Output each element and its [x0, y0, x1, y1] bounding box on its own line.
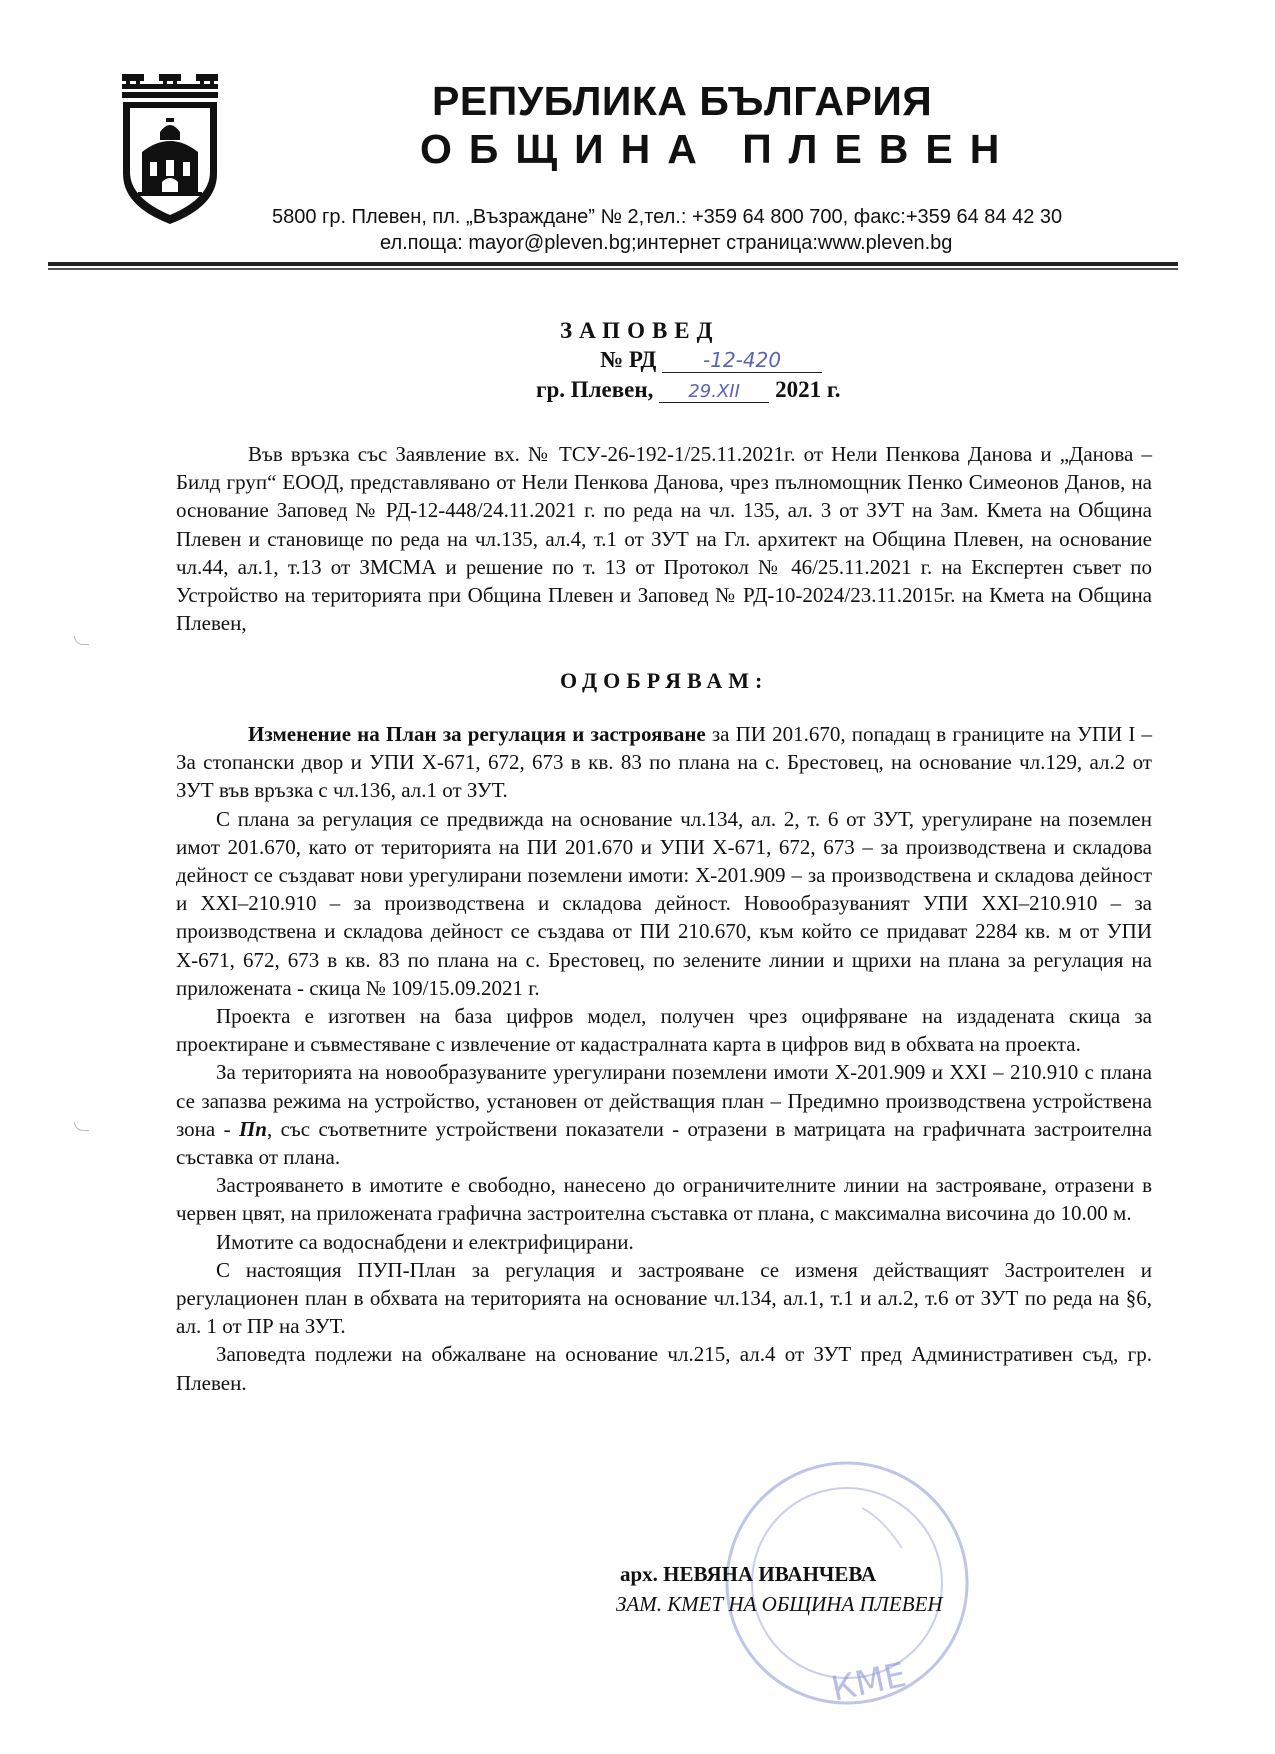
paragraph-8: Заповедта подлежи на обжалване на основание чл.215, ал.4 от ЗУТ пред Административен съд, гр. Плевен. — [176, 1342, 1152, 1395]
order-body — [176, 720, 1152, 1397]
approve-heading: ОДОБРЯВАМ: — [560, 668, 769, 693]
paragraph-2: С плана за регулация се предвижда на основание чл.134, ал. 2, т. 6 от ЗУТ, урегулиране на поземлен имот 201.670, като от територията на ПИ 201.670 и УПИ Х-671, 672, 673 – за производствена и складова дейност се създават нови урегулирани поземлени имоти: Х-201.909 – за производствена и складова дейност и ХХI–210.910 – за производствена и складова дейност. Новообразуваният УПИ ХХI–210.910 – за производствена и складова дейност се създава от ПИ 210.670, към който се придават 2284 кв. м от УПИ Х-671, 672, 673 в кв. 83 по плана на с. Брестовец, по зелените линии и щрихи на плана за регулация на приложената - скица № 109/15.09.2021 г. — [176, 806, 1152, 1000]
order-number-handwritten: -12-420 — [662, 348, 822, 373]
header-divider — [48, 262, 1178, 266]
intro-paragraph — [176, 440, 1152, 637]
intro-text: Във връзка със Заявление вх. № ТСУ-26-192-1/25.11.2021г. от Нели Пенкова Данова и „Данова – Билд груп“ ЕООД, представлявано от Нели Пенкова Данова, чрез пълномощник Пенко Симеонов Данов, на основание Заповед № РД-12-448/24.11.2021 г. по реда на чл. 135, ал. 3 от ЗУТ на Зам. Кмета на Община Плевен и становище по реда на чл.135, ал.4, т.1 от ЗУТ на Гл. архитект на Община Плевен, на основание чл.44, ал.1, т.13 от ЗМСМА и решение по т. 13 от Протокол № 46/25.11.2021 г. на Експертен съвет по Устройство на територията при Община Плевен и Заповед № РД-10-2024/23.11.2015г. на Кмета на Община Плевен, — [176, 442, 1152, 636]
header-contacts: ел.поща: mayor@pleven.bg;интернет страница:www.pleven.bg — [380, 232, 953, 254]
paragraph-6: Имотите са водоснабдени и електрифицирани. — [216, 1229, 634, 1254]
order-year: 2021 г. — [775, 377, 841, 402]
paragraph-4-b: , със съответните устройствени показатели - отразени в матрицата на графичната застроителна съставка от плана. — [176, 1116, 1152, 1170]
paragraph-5: Застрояването в имотите е свободно, нанесено до ограничителните линии на застрояване, отразени в червен цвят, на приложената графична застроителна съставка от плана, с максимална височина до 10.00 м. — [176, 1173, 1152, 1226]
header-municipality: ОБЩИНА ПЛЕВЕН — [420, 126, 1017, 172]
order-number-row — [600, 347, 822, 373]
paragraph-1-rest: за ПИ 201.670, попадащ в границите на УПИ I – За стопански двор и УПИ Х-671, 672, 673 в кв. 83 по плана на с. Брестовец, на основание чл.129, ал.2 от ЗУТ във връзка с чл.136, ал.1 от ЗУТ. — [176, 722, 1152, 803]
order-date-handwritten: 29.XII — [659, 381, 769, 403]
margin-mark — [74, 1122, 89, 1131]
order-title: ЗАПОВЕД — [560, 318, 720, 343]
paragraph-1-bold: Изменение на План за регулация и застрояване — [248, 722, 706, 746]
paragraph-4-a: За територията на новообразуваните урегулирани поземлени имоти Х-201.909 и ХХI – 210.910 с плана се запазва режима на устройство, установен от действащия план – Предимно производствена устройствена зона - — [176, 1060, 1152, 1141]
paragraph-4-bold: Пп — [238, 1116, 267, 1141]
svg-text:КМЕ: КМЕ — [827, 1654, 910, 1710]
order-place: гр. Плевен, — [536, 377, 654, 402]
header-divider-thin — [48, 268, 1178, 270]
header-country: РЕПУБЛИКА БЪЛГАРИЯ — [432, 78, 933, 124]
paragraph-4 — [176, 1058, 1152, 1171]
order-place-date-row — [536, 377, 840, 403]
paragraph-1 — [176, 720, 1152, 805]
header-address: 5800 гр. Плевен, пл. „Възраждане” № 2,тел.: +359 64 800 700, факс:+359 64 84 42 30 — [272, 206, 1063, 228]
signatory-title: ЗАМ. КМЕТ НА ОБЩИНА ПЛЕВЕН — [616, 1592, 943, 1616]
paragraph-7: С настоящия ПУП-План за регулация и застрояване се изменя действащият Застроителен и регулационен план в обхвата на територията на основание чл.134, ал.1, т.1 и ал.2, т.6 от ЗУТ по реда на §6, ал. 1 от ПР на ЗУТ. — [176, 1257, 1152, 1339]
paragraph-3: Проекта е изготвен на база цифров модел, получен чрез оцифряване на издадената скица за проектиране и съвместяване с извлечение от кадастралната карта в цифров вид в обхвата на проекта. — [176, 1004, 1152, 1057]
margin-mark — [74, 636, 89, 645]
order-number-prefix: № РД — [600, 347, 657, 372]
coat-of-arms-icon — [120, 74, 220, 226]
signatory-name: арх. НЕВЯНА ИВАНЧЕВА — [620, 1562, 877, 1586]
